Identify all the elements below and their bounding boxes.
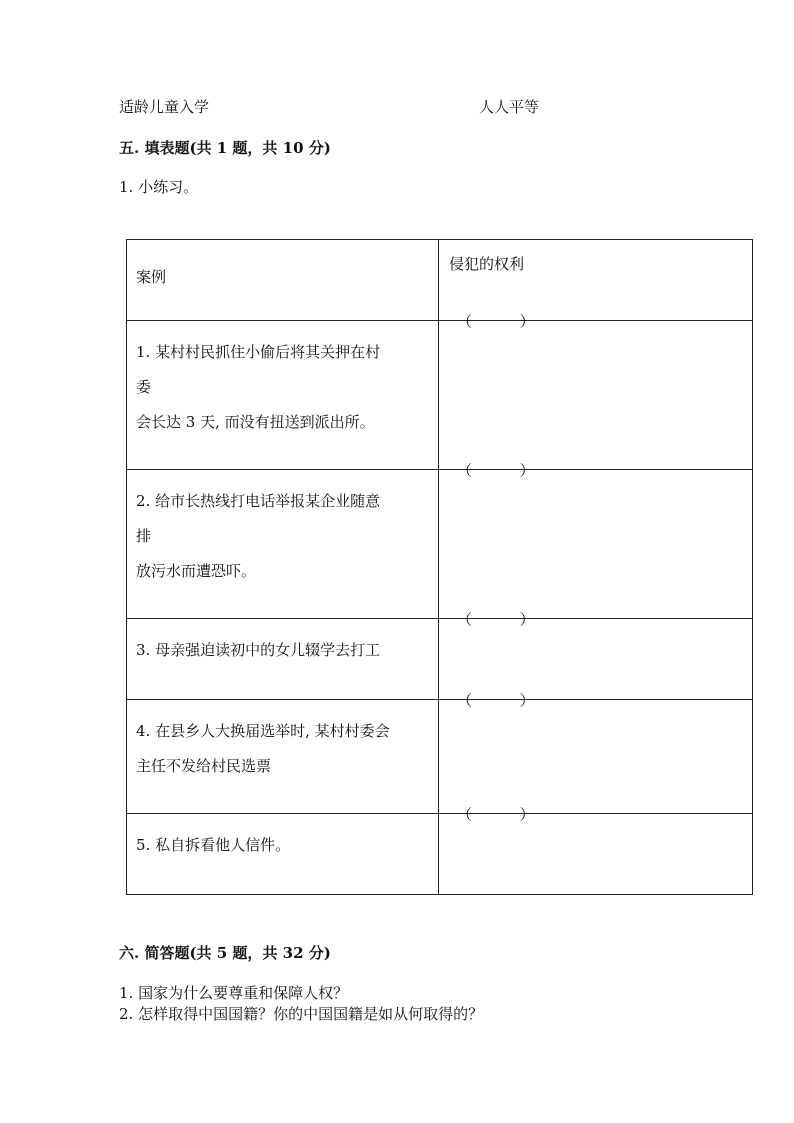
case-cell xyxy=(127,814,439,895)
case-line: 2. 给市长热线打电话举报某企业随意 xyxy=(136,492,381,510)
case-cell xyxy=(127,700,439,814)
section5-title: 五. 填表题(共 1 题，共 10 分) xyxy=(119,139,331,157)
answer-blank[interactable]: （ ） xyxy=(457,610,535,629)
case-line: 主任不发给村民选票 xyxy=(136,757,272,775)
answer-blank[interactable]: （ ） xyxy=(457,312,535,331)
case-line: 会长达 3 天, 而没有扭送到派出所。 xyxy=(136,413,375,431)
table-row xyxy=(127,321,753,470)
table-row xyxy=(127,470,753,619)
table-header-row xyxy=(127,240,753,321)
table-row xyxy=(127,700,753,814)
section5-question1: 1. 小练习。 xyxy=(119,178,199,196)
answer-blank[interactable]: （ ） xyxy=(457,805,535,824)
case-line: 委 xyxy=(136,378,152,396)
matching-right-item: 人人平等 xyxy=(479,98,540,116)
case-line: 放污水而遭恐吓。 xyxy=(136,562,257,580)
answer-cell[interactable] xyxy=(439,461,753,619)
answer-cell[interactable] xyxy=(439,610,753,700)
case-line: 排 xyxy=(136,527,152,545)
answer-blank[interactable]: （ ） xyxy=(457,691,535,710)
answer-cell[interactable] xyxy=(439,312,753,470)
answer-cell[interactable] xyxy=(439,691,753,814)
section6-question2: 2. 怎样取得中国国籍？你的中国国籍是如从何取得的？ xyxy=(119,1005,484,1023)
case-line: 4. 在县乡人大换届选举时, 某村村委会 xyxy=(136,722,390,740)
section6-title: 六. 简答题(共 5 题，共 32 分) xyxy=(119,944,331,962)
answer-cell[interactable] xyxy=(439,805,753,895)
case-cell xyxy=(127,619,439,700)
case-line: 1. 某村村民抓住小偷后将其关押在村 xyxy=(136,343,381,361)
header-case-label: 案例 xyxy=(136,268,167,286)
case-cell xyxy=(127,470,439,619)
section6-question1: 1. 国家为什么要尊重和保障人权？ xyxy=(119,984,349,1002)
case-line: 3. 母亲强迫读初中的女儿辍学去打工 xyxy=(136,641,381,659)
table-row xyxy=(127,619,753,700)
rights-table xyxy=(126,239,753,895)
table-row xyxy=(127,814,753,895)
header-right-label: 侵犯的权利 xyxy=(449,255,525,273)
header-cell-case xyxy=(127,240,439,321)
header-cell-right xyxy=(439,240,753,321)
matching-left-item: 适龄儿童入学 xyxy=(119,98,210,116)
case-cell xyxy=(127,321,439,470)
answer-blank[interactable]: （ ） xyxy=(457,461,535,480)
case-line: 5. 私自拆看他人信件。 xyxy=(136,836,291,854)
